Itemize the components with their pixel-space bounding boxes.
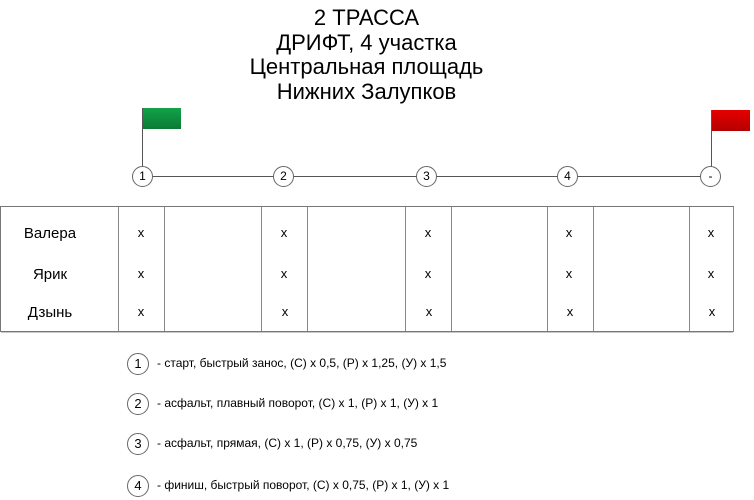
track-marker-finish: - — [700, 166, 721, 187]
table-cell: x — [137, 304, 145, 319]
table-cell: x — [137, 225, 145, 240]
table-cell: x — [424, 266, 432, 281]
table-cell: x — [281, 304, 289, 319]
table-cell: x — [566, 304, 574, 319]
row-name-valera: Валера — [23, 225, 77, 242]
legend-text: - асфальт, прямая, (С) х 1, (Р) х 0,75, (У) х 0,75 — [157, 436, 418, 450]
table-divider — [451, 207, 452, 331]
results-table — [0, 206, 734, 332]
table-divider — [689, 207, 690, 331]
title-line-3: Центральная площадь — [249, 54, 484, 79]
track-marker-4: 4 — [557, 166, 578, 187]
table-cell: x — [707, 225, 715, 240]
table-divider — [164, 207, 165, 331]
table-divider — [593, 207, 594, 331]
title-line-2: ДРИФТ, 4 участка — [276, 29, 457, 55]
legend-number: 2 — [127, 393, 149, 415]
table-cell: x — [565, 225, 573, 240]
legend-number: 1 — [127, 353, 149, 375]
table-cell: x — [280, 266, 288, 281]
table-cell: x — [280, 225, 288, 240]
table-divider — [261, 207, 262, 331]
legend-text: - финиш, быстрый поворот, (С) х 0,75, (Р) х 1, (У) х 1 — [157, 478, 450, 492]
track-marker-1: 1 — [132, 166, 153, 187]
title-line-4: Нижних Залупков — [276, 78, 457, 104]
table-cell: x — [424, 225, 432, 240]
table-divider — [307, 207, 308, 331]
finish-flag-icon — [712, 110, 750, 131]
track-title — [0, 6, 733, 104]
table-cell: x — [707, 266, 715, 281]
table-divider — [547, 207, 548, 331]
legend-number: 4 — [127, 475, 149, 497]
table-divider — [118, 207, 119, 331]
legend-text: - асфальт, плавный поворот, (С) х 1, (Р) х 1, (У) х 1 — [157, 396, 439, 410]
row-name-yarik: Ярик — [32, 266, 68, 283]
table-cell: x — [708, 304, 716, 319]
legend-number: 3 — [127, 433, 149, 455]
table-cell: x — [137, 266, 145, 281]
legend-text: - старт, быстрый занос, (С) х 0,5, (Р) х 1,25, (У) х 1,5 — [157, 356, 447, 370]
track-marker-3: 3 — [416, 166, 437, 187]
row-name-dzyn: Дзынь — [27, 304, 73, 321]
title-line-1: 2 ТРАССА — [313, 5, 420, 30]
table-divider — [405, 207, 406, 331]
table-cell: x — [425, 304, 433, 319]
table-cell: x — [565, 266, 573, 281]
track-marker-2: 2 — [273, 166, 294, 187]
start-flag-icon — [143, 108, 181, 129]
